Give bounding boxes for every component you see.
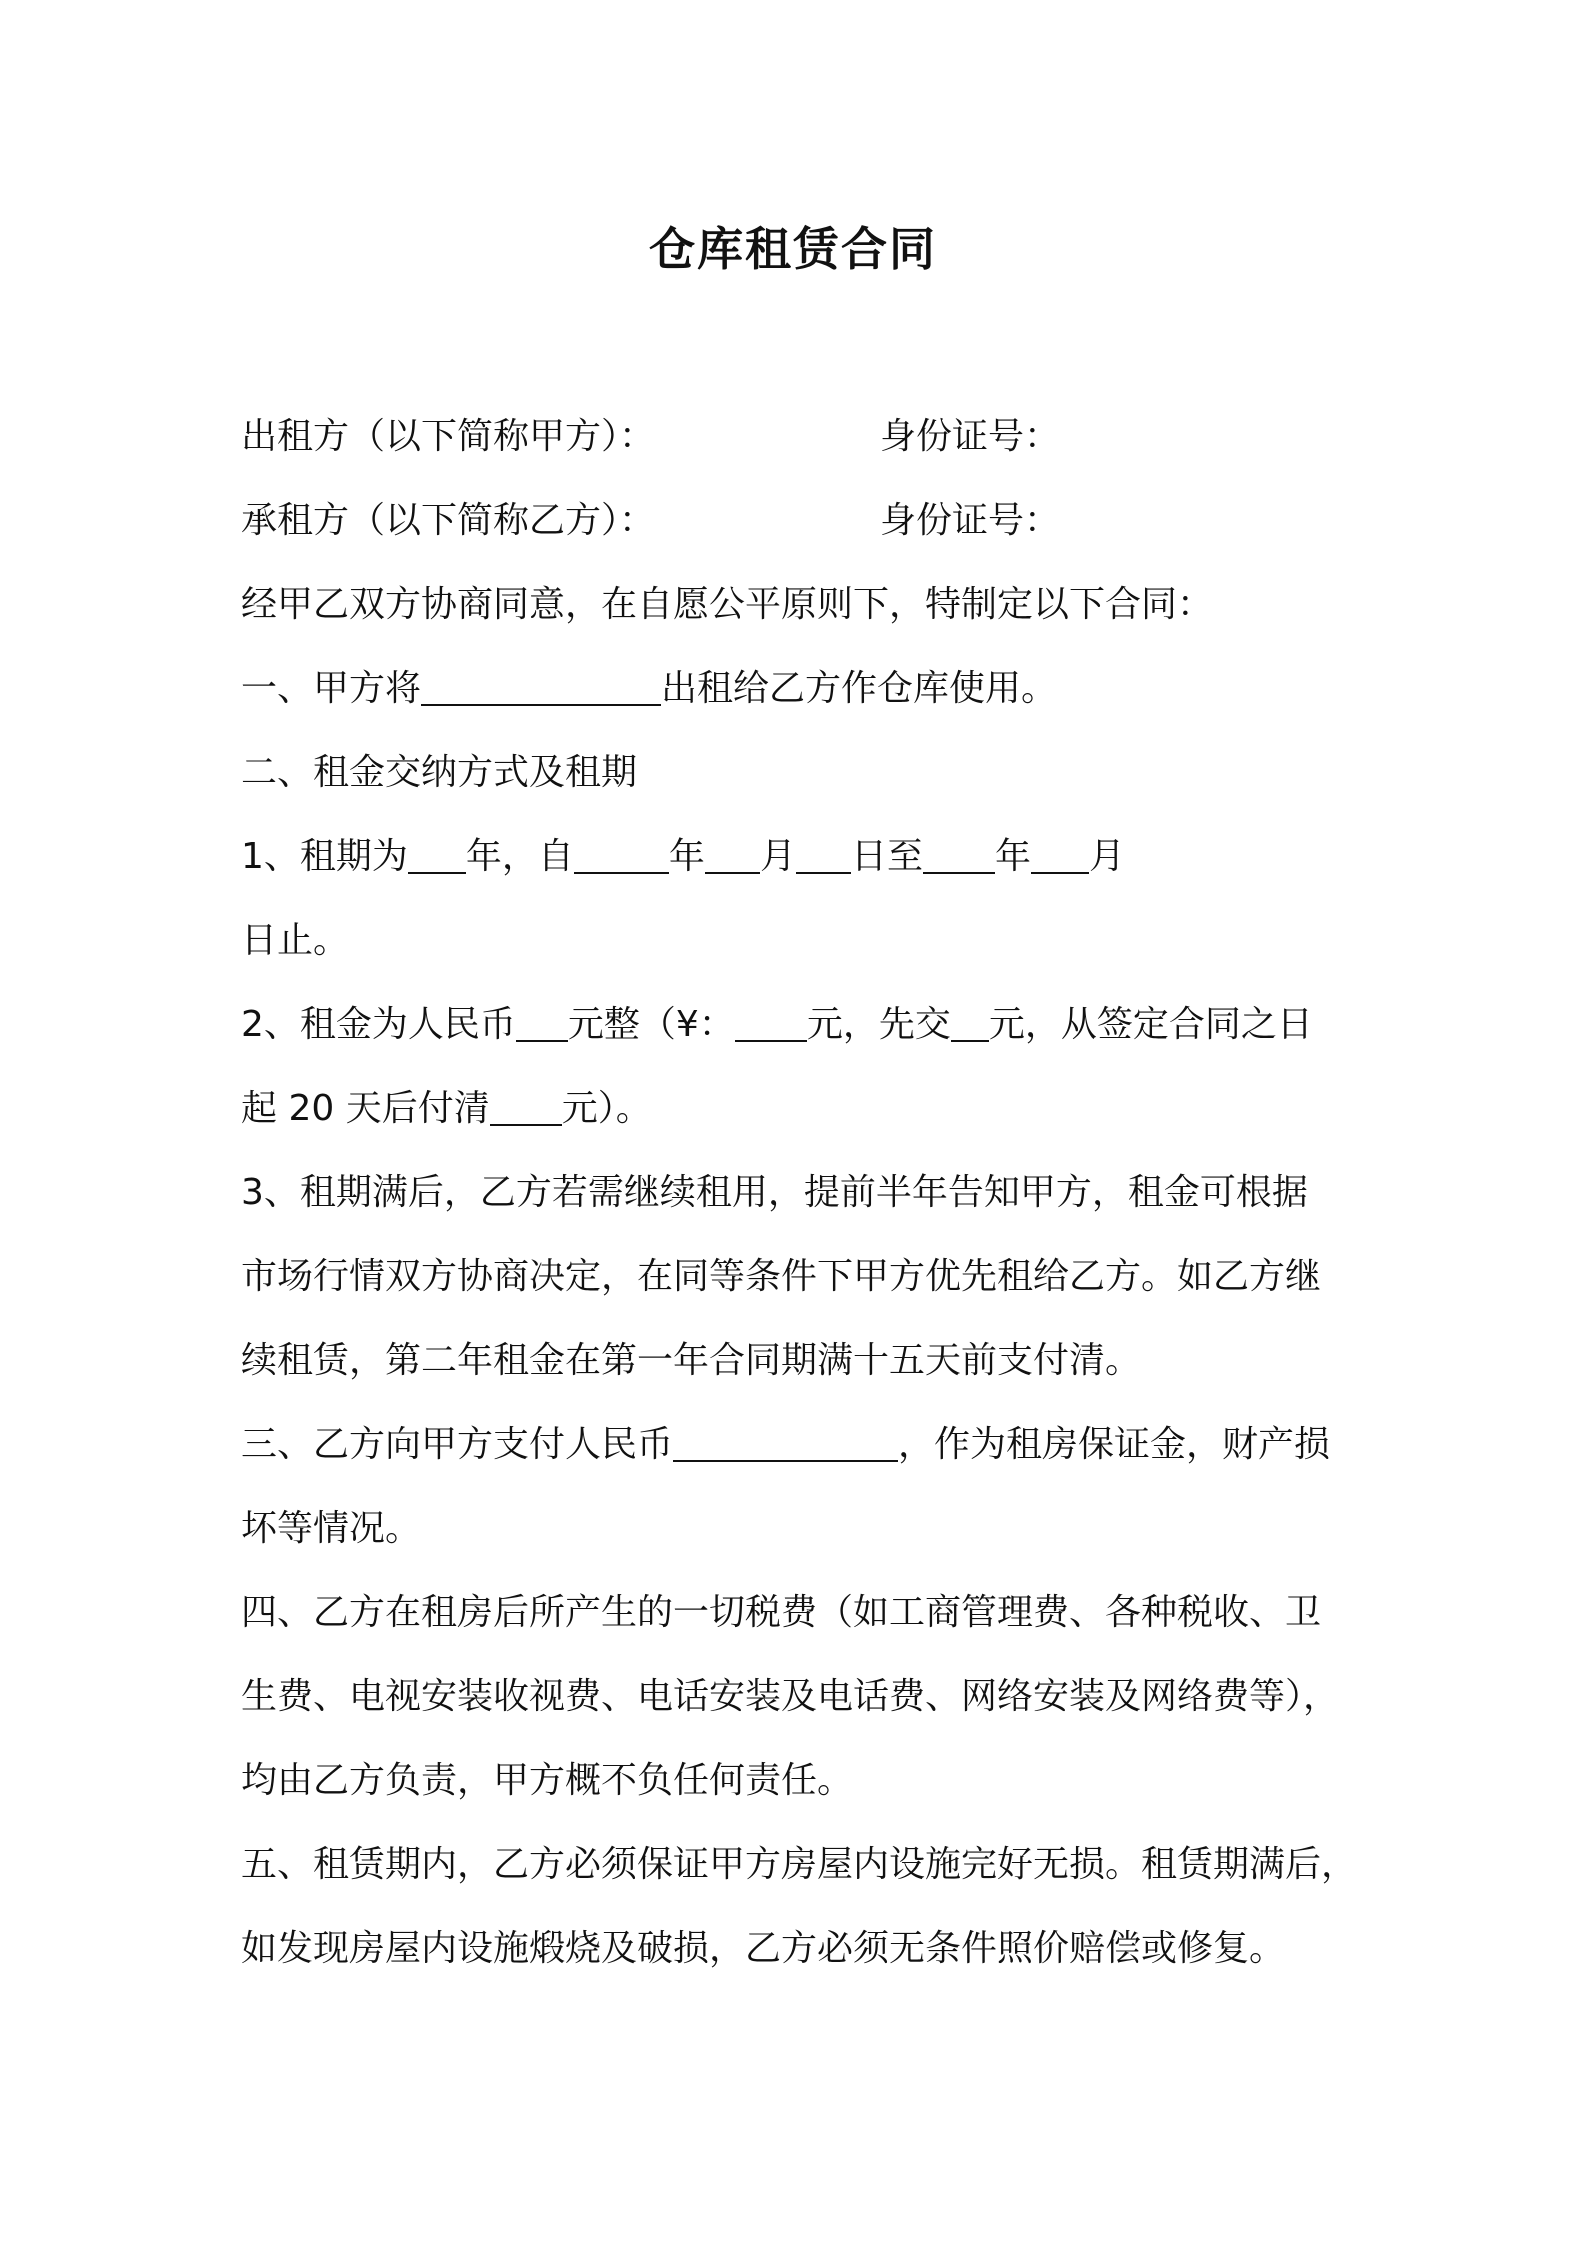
clause-2-1-line-2: 日止。 — [241, 920, 350, 961]
clause-2-2-text: 起 20 天后付清 — [241, 1088, 490, 1129]
clause-2-2-text: 2、租金为人民币 — [241, 1004, 516, 1045]
clause-3-line-2: 坏等情况。 — [241, 1508, 422, 1549]
lessee-label: 承租方（以下简称乙方）： — [241, 500, 656, 541]
clause-2-3-line: 市场行情双方协商决定，在同等条件下甲方优先租给乙方。如乙方继 — [241, 1256, 1322, 1297]
lessee-id-label: 身份证号： — [880, 500, 1061, 541]
clause-2-3-line: 续租赁，第二年租金在第一年合同期满十五天前支付清。 — [241, 1340, 1142, 1381]
clause-2-1-text: 1、租期为 — [241, 836, 408, 877]
end-month-blank[interactable] — [1031, 832, 1089, 874]
rent-yuan-blank[interactable] — [735, 1000, 807, 1042]
clause-2-1-text: 月 — [759, 836, 796, 877]
clause-2-2-text: 元，先交 — [806, 1004, 951, 1045]
term-years-blank[interactable] — [408, 832, 466, 874]
first-payment-blank[interactable] — [951, 1000, 989, 1042]
clause-4-line: 四、乙方在租房后所产生的一切税费（如工商管理费、各种税收、卫 — [241, 1592, 1322, 1633]
clause-3 — [241, 1420, 1330, 1470]
clause-2-1-text: 月 — [1088, 836, 1125, 877]
end-year-blank[interactable] — [923, 832, 995, 874]
clause-4-line: 生费、电视安装收视费、电话安装及电话费、网络安装及网络费等）， — [241, 1676, 1340, 1717]
clause-2-2-text: 元，从签定合同之日 — [988, 1004, 1313, 1045]
clause-3-prefix: 三、乙方向甲方支付人民币 — [241, 1424, 674, 1465]
clause-1-suffix: 出租给乙方作仓库使用。 — [661, 668, 1058, 709]
document-title: 仓库租赁合同 — [649, 222, 937, 276]
clause-2-1-text: 年 — [994, 836, 1031, 877]
clause-2-1-text: 日至 — [850, 836, 923, 877]
clause-2-2-line-2 — [241, 1084, 652, 1134]
clause-2-1-text: 年 — [668, 836, 705, 877]
lessor-label: 出租方（以下简称甲方）： — [241, 416, 656, 457]
preamble: 经甲乙双方协商同意，在自愿公平原则下，特制定以下合同： — [241, 584, 1214, 625]
deposit-blank[interactable] — [673, 1420, 898, 1462]
start-month-blank[interactable] — [705, 832, 760, 874]
clause-2-1-text: 年，自 — [465, 836, 574, 877]
clause-4-line: 均由乙方负责，甲方概不负任何责任。 — [241, 1760, 854, 1801]
clause-2-2 — [241, 1000, 1313, 1050]
clause-2-2-text: 元）。 — [561, 1088, 652, 1129]
clause-2-2-text: 元整（¥： — [567, 1004, 735, 1045]
clause-2-heading: 二、租金交纳方式及租期 — [241, 752, 638, 793]
clause-2-1 — [241, 832, 1125, 882]
balance-blank[interactable] — [490, 1084, 562, 1126]
rent-amount-blank[interactable] — [516, 1000, 568, 1042]
start-day-blank[interactable] — [796, 832, 851, 874]
clause-3-suffix: ，作为租房保证金，财产损 — [898, 1424, 1331, 1465]
clause-1 — [241, 664, 1057, 714]
clause-2-3-line: 3、租期满后，乙方若需继续租用，提前半年告知甲方，租金可根据 — [241, 1172, 1308, 1213]
clause-5-line: 如发现房屋内设施煅烧及破损，乙方必须无条件照价赔偿或修复。 — [241, 1928, 1286, 1969]
clause-5-line: 五、租赁期内，乙方必须保证甲方房屋内设施完好无损。租赁期满后， — [241, 1844, 1358, 1885]
start-year-blank[interactable] — [574, 832, 669, 874]
clause-1-prefix: 一、甲方将 — [241, 668, 422, 709]
property-blank[interactable] — [421, 664, 661, 706]
lessor-id-label: 身份证号： — [880, 416, 1061, 457]
